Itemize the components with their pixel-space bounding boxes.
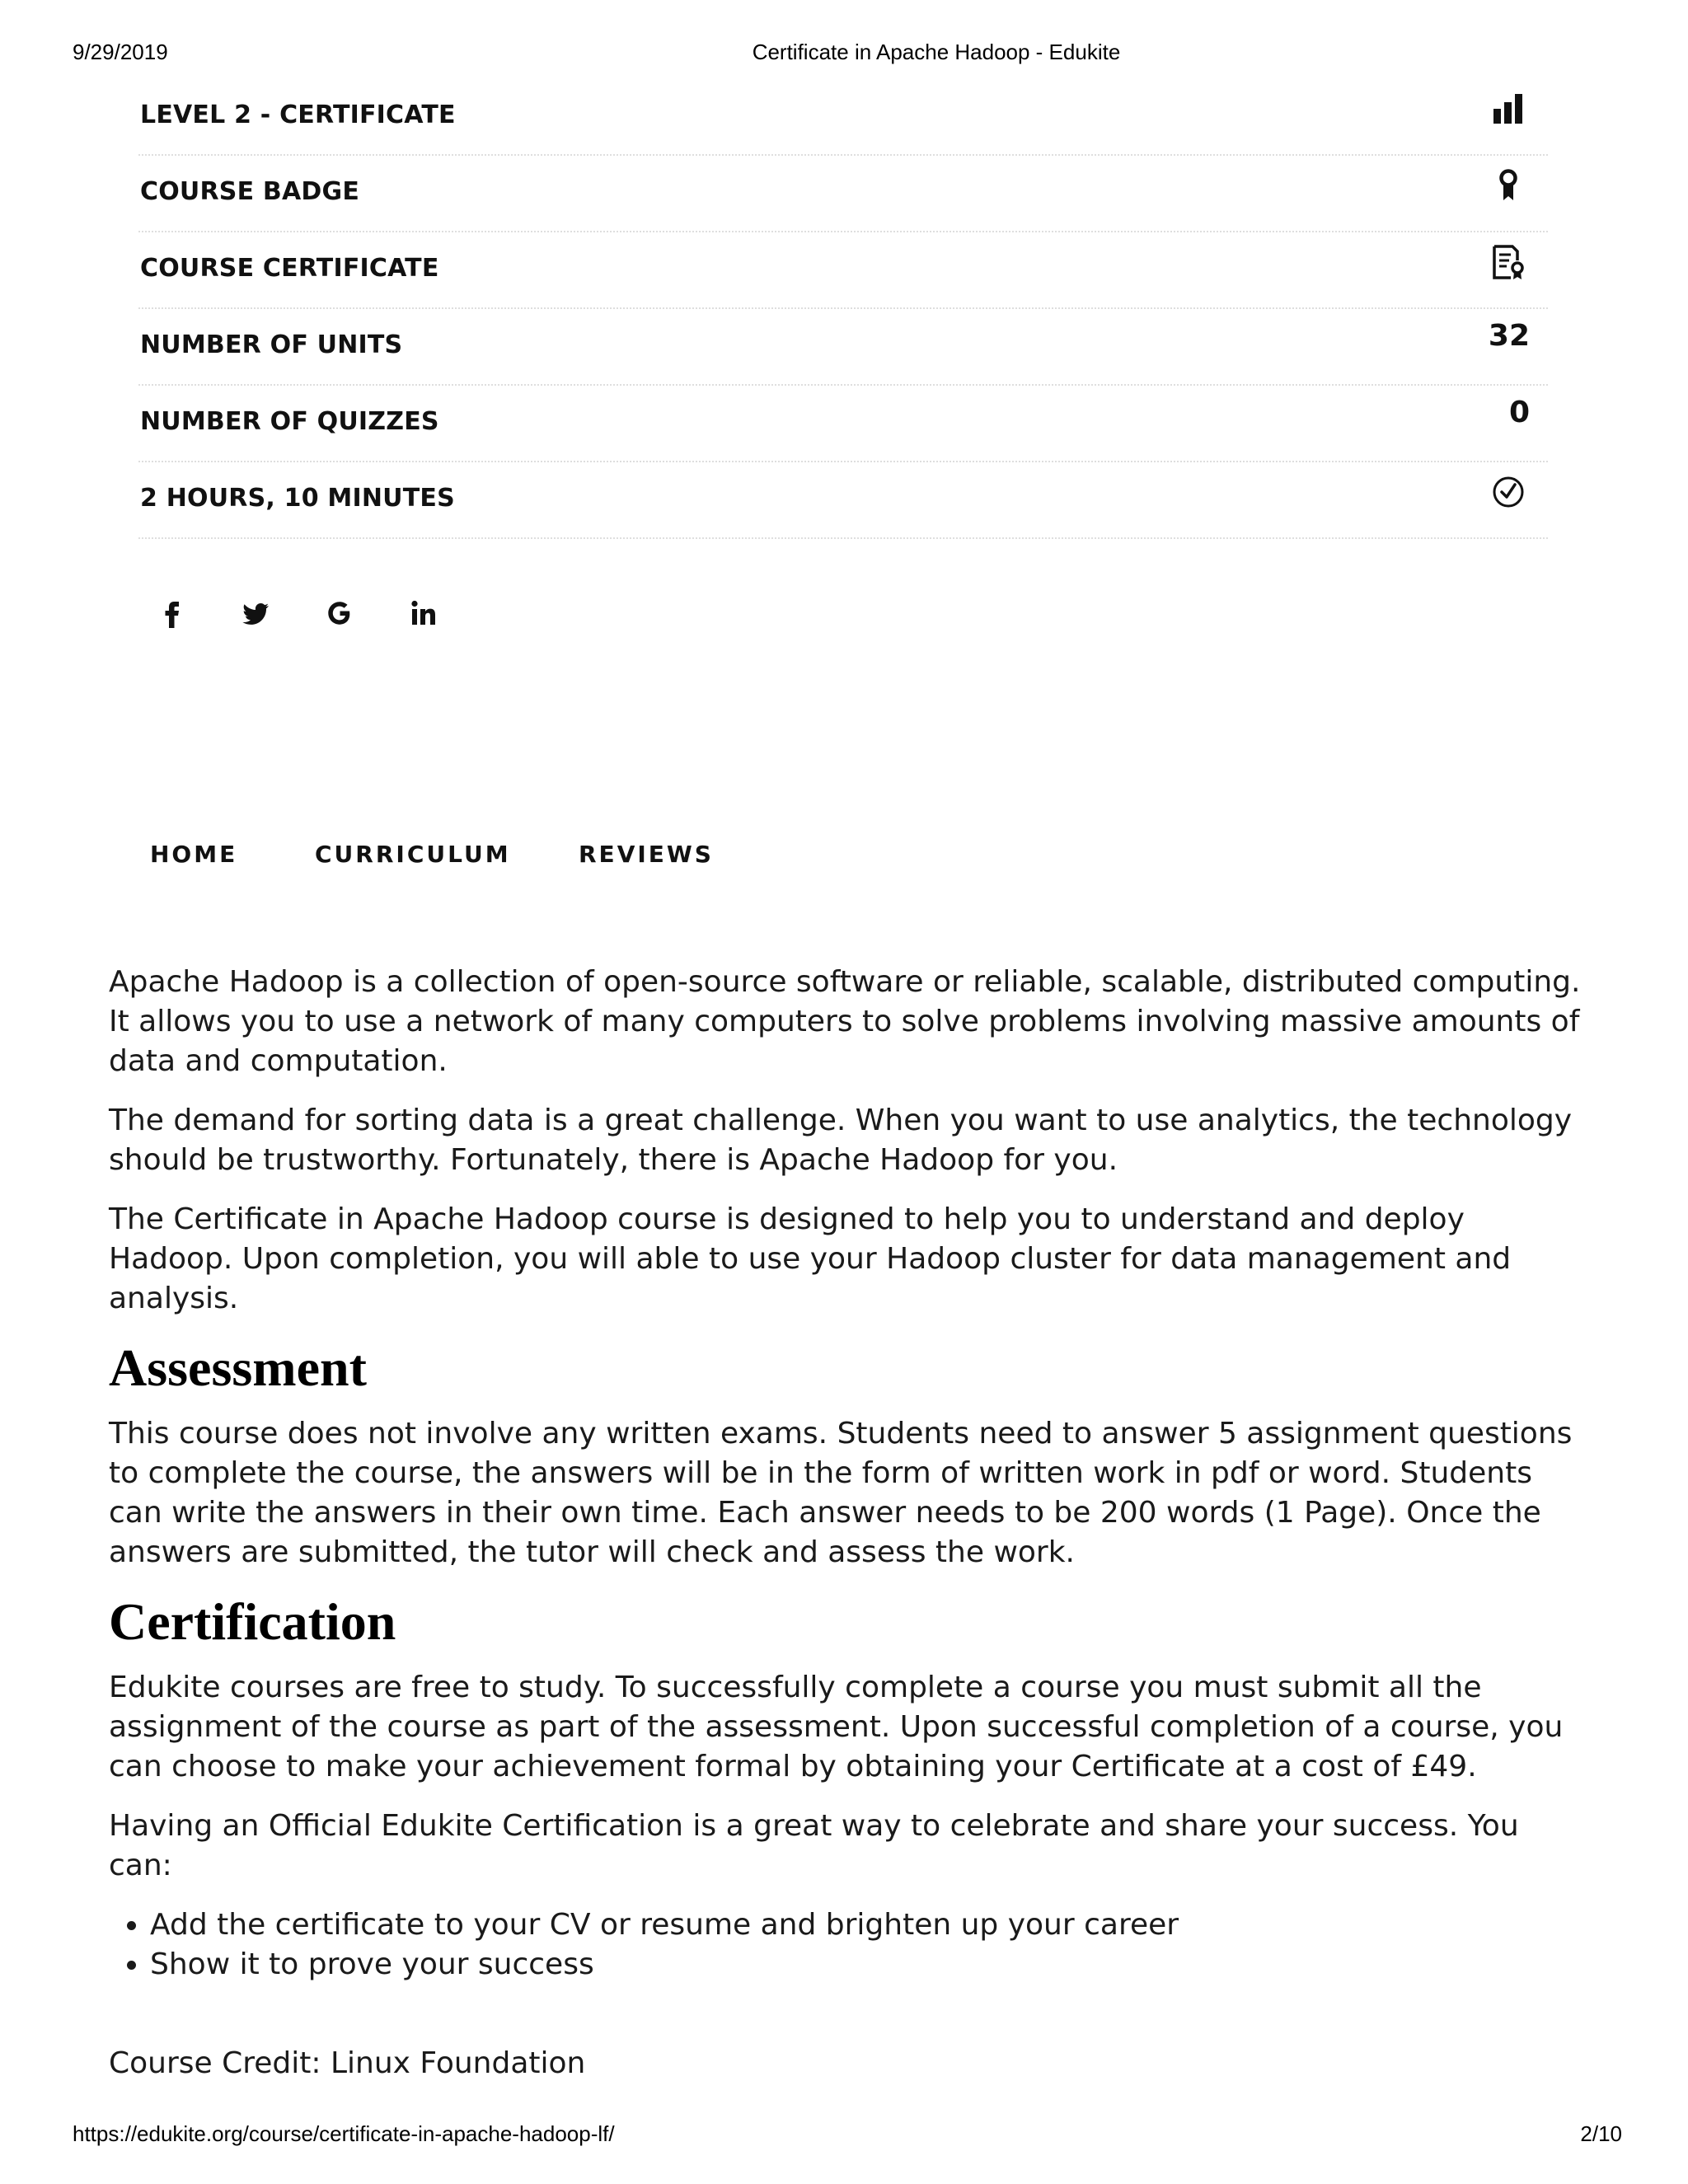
course-meta-list <box>138 79 1548 539</box>
intro-paragraph-3: The Certificate in Apache Hadoop course is designed to help you to understand and deploy Hadoop. Upon completion, you will able to use your Hadoop cluster for data management and analysis. <box>109 1202 1512 1315</box>
print-title: Certificate in Apache Hadoop - Edukite <box>752 40 1121 64</box>
meta-row-duration <box>138 462 1548 539</box>
list-item: • Add the certificate to your CV or resume and brighten up your career <box>150 1905 1584 1945</box>
assessment-text: This course does not involve any written exams. Students need to answer 5 assignment questions to complete the course, the answers will be in the form of written work in pdf or word. Students can write the answers in their own time. Each answer needs to be 200 words (1 Page). Once the answers are submitted, the tutor will check and assess the work. <box>109 1417 1573 1569</box>
intro-paragraph-2: The demand for sorting data is a great challenge. When you want to use analytics, the technology should be trustworthy. Fortunately, there is Apache Hadoop for you. <box>109 1104 1573 1177</box>
facebook-icon[interactable] <box>148 590 195 636</box>
meta-row-level <box>138 79 1548 156</box>
course-credit: Course Credit: Linux Foundation <box>109 2046 586 2080</box>
certificate-icon <box>1489 242 1528 282</box>
meta-row-certificate <box>138 232 1548 309</box>
print-date: 9/29/2019 <box>73 40 168 64</box>
units-count: 32 <box>1488 319 1530 353</box>
google-icon[interactable] <box>316 590 363 636</box>
bar-chart-icon <box>1489 89 1528 129</box>
clock-check-icon <box>1489 472 1528 512</box>
page-number: 2/10 <box>1580 2121 1622 2146</box>
badge-icon <box>1489 166 1528 205</box>
assessment-heading: Assessment <box>109 1338 367 1397</box>
meta-label-badge: COURSE BADGE <box>140 177 360 206</box>
meta-row-quizzes <box>138 386 1548 462</box>
meta-row-badge <box>138 156 1548 232</box>
share-intro: Having an Official Edukite Certification is a great way to celebrate and share your success. You can: <box>109 1809 1519 1882</box>
linkedin-icon[interactable] <box>401 590 447 636</box>
tab-reviews[interactable]: REVIEWS <box>579 841 714 868</box>
benefits-list <box>150 1905 1584 1985</box>
twitter-icon[interactable] <box>232 590 279 636</box>
meta-label-duration: 2 HOURS, 10 MINUTES <box>140 484 455 513</box>
tab-curriculum[interactable]: CURRICULUM <box>315 841 511 868</box>
print-url: https://edukite.org/course/certificate-in-apache-hadoop-lf/ <box>73 2121 615 2146</box>
certification-heading: Certification <box>109 1592 396 1651</box>
certification-text: Edukite courses are free to study. To successfully complete a course you must submit all the assignment of the course as part of the assessment. Upon successful completion of a course, you can choose to make your achievement formal by obtaining your Certificate at a cost of £49. <box>109 1671 1564 1783</box>
print-header <box>0 40 1688 68</box>
print-footer <box>0 2121 1688 2149</box>
meta-label-level: LEVEL 2 - CERTIFICATE <box>140 101 456 129</box>
list-item: • Show it to prove your success <box>150 1945 1584 1985</box>
intro-paragraph-1: Apache Hadoop is a collection of open-source software or reliable, scalable, distributed computing. It allows you to use a network of many computers to solve problems involving massive amounts of data and computation. <box>109 965 1581 1078</box>
meta-row-units <box>138 309 1548 386</box>
meta-label-certificate: COURSE CERTIFICATE <box>140 254 439 283</box>
quizzes-count: 0 <box>1508 396 1530 429</box>
meta-label-quizzes: NUMBER OF QUIZZES <box>140 407 439 436</box>
meta-label-units: NUMBER OF UNITS <box>140 330 403 359</box>
tab-home[interactable]: HOME <box>150 841 238 868</box>
course-description <box>109 963 1584 2103</box>
